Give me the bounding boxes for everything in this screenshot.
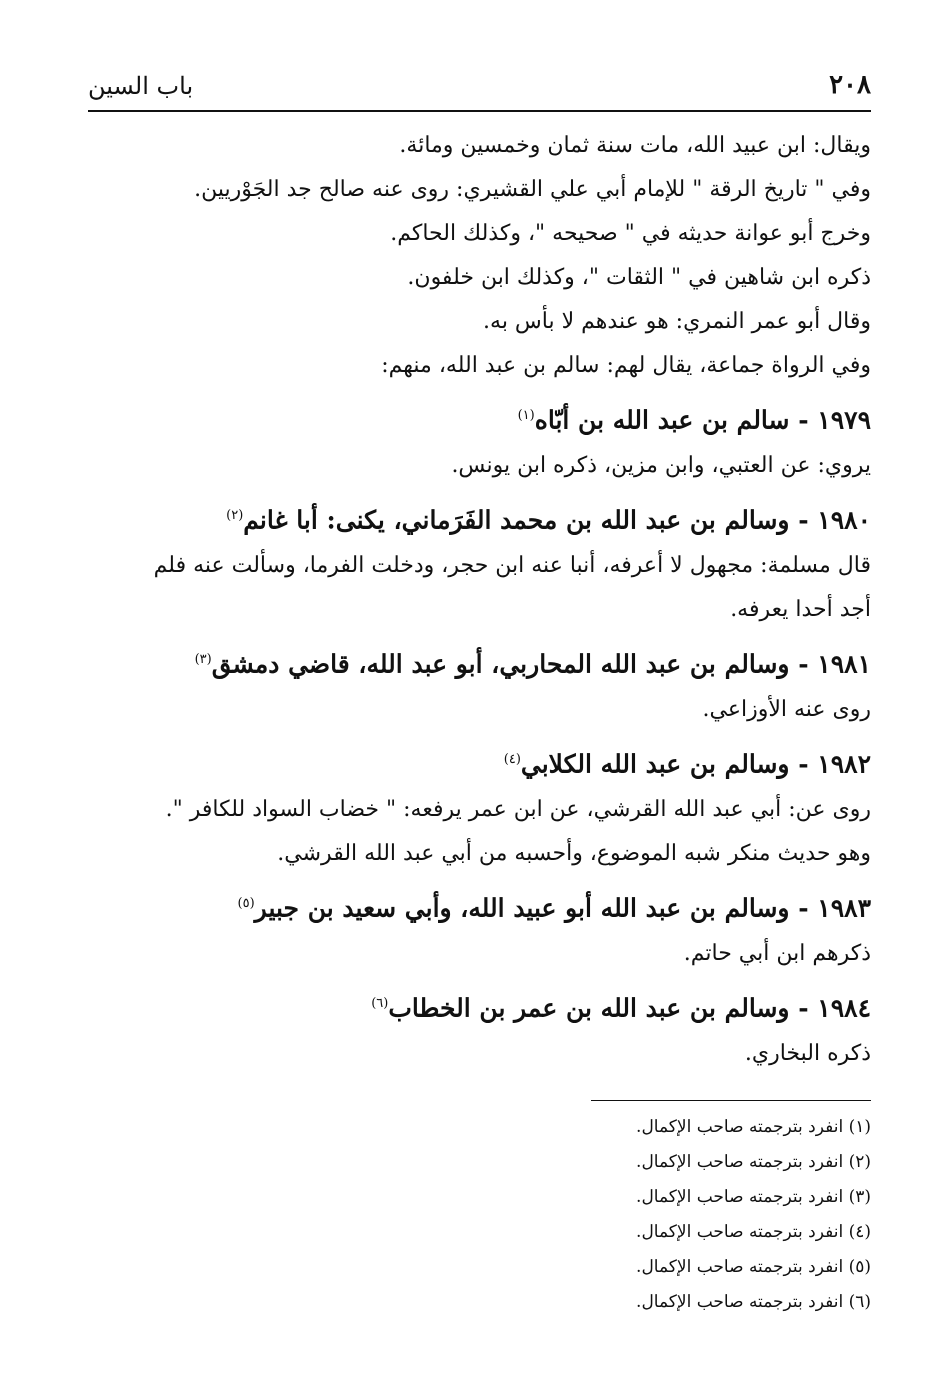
footnote: (٢) انفرد بترجمته صاحب الإكمال. — [636, 1152, 871, 1172]
entry-heading-1979 — [88, 388, 871, 444]
entry-text: روى عنه الأوزاعي. — [702, 697, 871, 722]
footnote-ref: (٦) — [371, 996, 389, 1011]
text-line: وفي الرواة جماعة، يقال لهم: سالم بن عبد الله، منهم: — [381, 353, 871, 378]
footnote-ref: (٣) — [194, 652, 212, 667]
footnote-ref: (١) — [517, 408, 535, 423]
text-line: ويقال: ابن عبيد الله، مات سنة ثمان وخمسين ومائة. — [399, 133, 871, 158]
entry-text: ذكرهم ابن أبي حاتم. — [683, 941, 871, 966]
footnote-ref: (٤) — [503, 752, 521, 767]
text-line: وفي " تاريخ الرقة " للإمام أبي علي القشيري: روى عنه صالح جد الجَوْريين. — [194, 177, 871, 202]
footnote: (١) انفرد بترجمته صاحب الإكمال. — [636, 1117, 871, 1137]
running-head: باب السين — [88, 72, 194, 100]
footnote-ref: (٢) — [226, 508, 244, 523]
footnote: (٦) انفرد بترجمته صاحب الإكمال. — [636, 1292, 871, 1312]
entry-text: ذكره البخاري. — [744, 1041, 871, 1066]
entry-heading-text: ١٩٨٢ - وسالم بن عبد الله الكلابي — [520, 749, 871, 779]
entry-text: يروي: عن العتبي، وابن مزين، ذكره ابن يونس. — [451, 453, 871, 478]
text-line: وخرج أبو عوانة حديثه في " صحيحه "، وكذلك الحاكم. — [390, 221, 871, 246]
entry-text: قال مسلمة: مجهول لا أعرفه، أنبا عنه ابن حجر، ودخلت الفرما، وسألت عنه فلم — [153, 553, 871, 578]
entry-text: أجد أحدا يعرفه. — [730, 597, 871, 622]
entry-heading-1981 — [88, 632, 871, 688]
entry-heading-1983 — [88, 876, 871, 932]
page-header — [88, 66, 871, 106]
page-number: ٢٠٨ — [829, 70, 871, 100]
page-body — [88, 124, 871, 1076]
entry-heading-text: ١٩٧٩ - سالم بن عبد الله بن أبّاه — [534, 405, 871, 435]
footnote: (٥) انفرد بترجمته صاحب الإكمال. — [636, 1257, 871, 1277]
footnotes — [471, 1110, 871, 1320]
entry-text: وهو حديث منكر شبه الموضوع، وأحسبه من أبي عبد الله القرشي. — [277, 841, 871, 866]
entry-heading-1982 — [88, 732, 871, 788]
header-rule — [88, 110, 871, 112]
entry-heading-text: ١٩٨٤ - وسالم بن عبد الله بن عمر بن الخطاب — [388, 993, 871, 1023]
text-line: وقال أبو عمر النمري: هو عندهم لا بأس به. — [483, 309, 871, 334]
entry-heading-1980 — [88, 488, 871, 544]
entry-heading-text: ١٩٨١ - وسالم بن عبد الله المحاربي، أبو عبد الله، قاضي دمشق — [211, 649, 871, 679]
footnote: (٣) انفرد بترجمته صاحب الإكمال. — [636, 1187, 871, 1207]
entry-heading-text: ١٩٨٠ - وسالم بن عبد الله بن محمد الفَرَماني، يكنى: أبا غانم — [243, 505, 871, 535]
footnote-ref: (٥) — [237, 896, 255, 911]
entry-heading-1984 — [88, 976, 871, 1032]
entry-text: روى عن: أبي عبد الله القرشي، عن ابن عمر يرفعه: " خضاب السواد للكافر ". — [165, 797, 871, 822]
footnote: (٤) انفرد بترجمته صاحب الإكمال. — [636, 1222, 871, 1242]
text-line: ذكره ابن شاهين في " الثقات "، وكذلك ابن خلفون. — [407, 265, 871, 290]
footnote-rule — [591, 1100, 871, 1101]
entry-heading-text: ١٩٨٣ - وسالم بن عبد الله أبو عبيد الله، وأبي سعيد بن جبير — [254, 893, 871, 923]
